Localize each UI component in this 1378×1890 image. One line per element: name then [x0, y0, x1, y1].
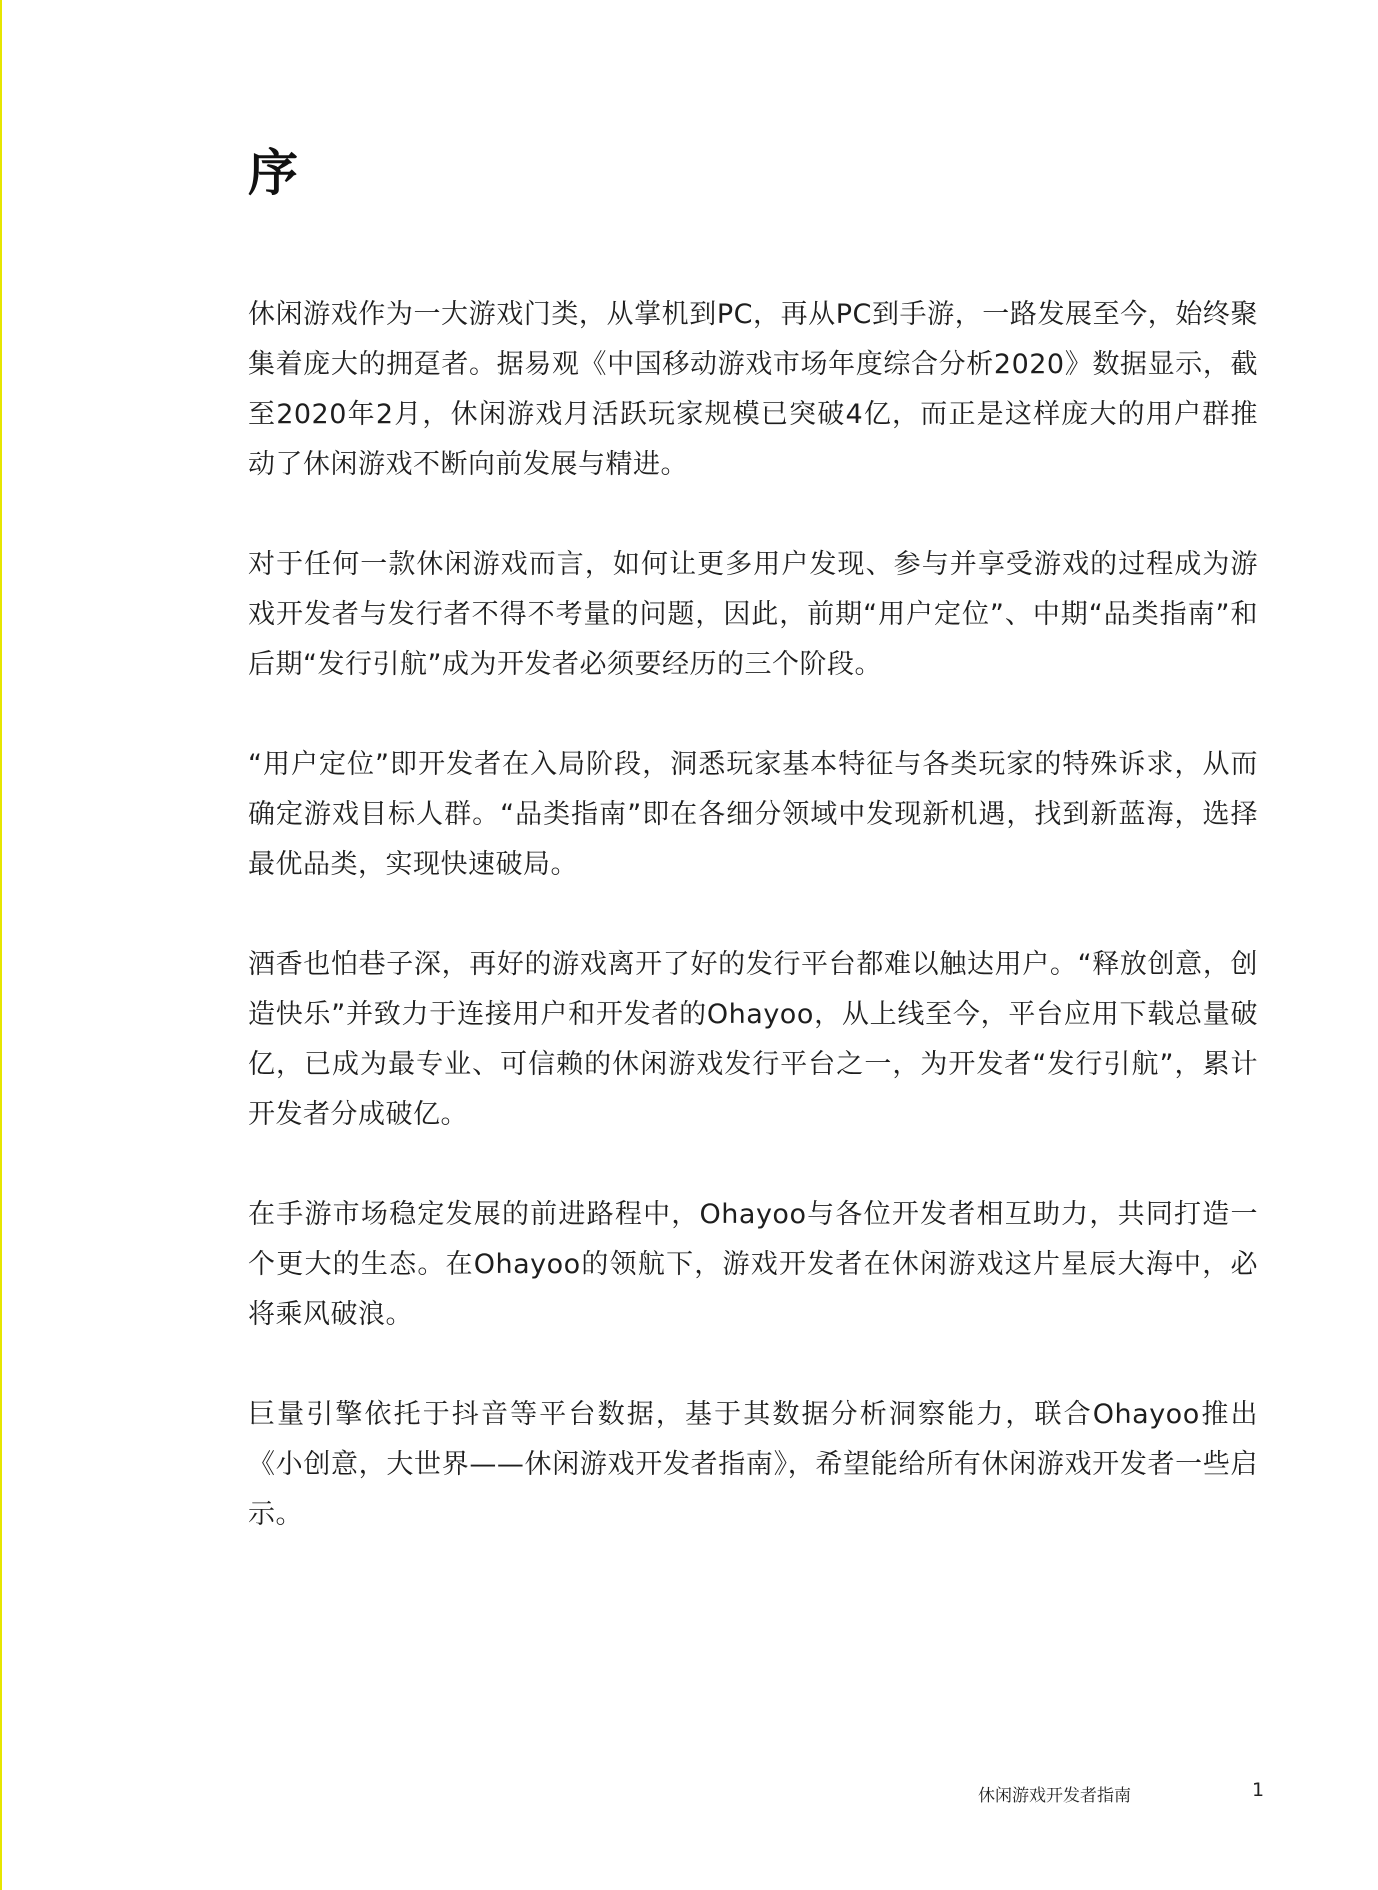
paragraph-5: 在手游市场稳定发展的前进路程中，Ohayoo与各位开发者相互助力，共同打造一个更大的生态。在Ohayoo的领航下，游戏开发者在休闲游戏这片星辰大海中，必将乘风破浪。 — [248, 1199, 1258, 1330]
body-text — [248, 290, 1258, 1590]
footer-doc-title: 休闲游戏开发者指南 — [978, 1786, 1131, 1806]
page-title: 序 — [248, 144, 298, 202]
paragraph-2: 对于任何一款休闲游戏而言，如何让更多用户发现、参与并享受游戏的过程成为游戏开发者与发行者不得不考量的问题，因此，前期“用户定位”、中期“品类指南”和后期“发行引航”成为开发者必须要经历的三个阶段。 — [248, 549, 1258, 680]
page-number: 1 — [1252, 1779, 1265, 1801]
accent-edge-line — [0, 0, 2, 1890]
paragraph-6: 巨量引擎依托于抖音等平台数据，基于其数据分析洞察能力，联合Ohayoo推出《小创意，大世界——休闲游戏开发者指南》，希望能给所有休闲游戏开发者一些启示。 — [248, 1399, 1258, 1530]
paragraph-3: “用户定位”即开发者在入局阶段，洞悉玩家基本特征与各类玩家的特殊诉求，从而确定游戏目标人群。“品类指南”即在各细分领域中发现新机遇，找到新蓝海，选择最优品类，实现快速破局。 — [248, 749, 1258, 880]
paragraph-4: 酒香也怕巷子深，再好的游戏离开了好的发行平台都难以触达用户。“释放创意，创造快乐”并致力于连接用户和开发者的Ohayoo，从上线至今，平台应用下载总量破亿，已成为最专业、可信赖的休闲游戏发行平台之一，为开发者“发行引航”，累计开发者分成破亿。 — [248, 949, 1258, 1130]
paragraph-1: 休闲游戏作为一大游戏门类，从掌机到PC，再从PC到手游，一路发展至今，始终聚集着庞大的拥趸者。据易观《中国移动游戏市场年度综合分析2020》数据显示，截至2020年2月，休闲游戏月活跃玩家规模已突破4亿，而正是这样庞大的用户群推动了休闲游戏不断向前发展与精进。 — [248, 299, 1258, 480]
